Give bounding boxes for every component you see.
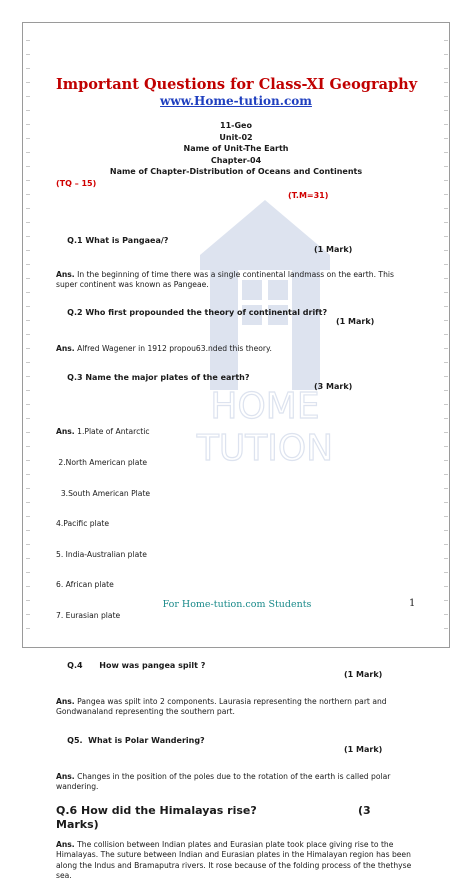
- plate-item: 1.Plate of Antarctic: [77, 427, 150, 437]
- question-6-marks-part1: (3: [358, 803, 371, 817]
- chapter-number: Chapter-04: [210, 155, 262, 165]
- question-1-text: Q.1 What is Pangaea/?: [67, 235, 169, 245]
- watermark-line2: TUTION: [196, 428, 334, 469]
- question-5-text: Q5. What is Polar Wandering?: [67, 735, 205, 745]
- total-questions: (TQ – 15): [56, 178, 97, 188]
- frame-ticks-right: [444, 40, 448, 630]
- question-3-text: Q.3 Name the major plates of the earth?: [67, 373, 250, 382]
- unit-number: Unit-02: [219, 132, 253, 142]
- frame-ticks-left: [26, 40, 30, 630]
- answer-3-label: Ans.: [56, 427, 75, 437]
- question-6-text: Q.6 How did the Himalayas rise?: [56, 803, 257, 817]
- question-6: [56, 804, 416, 832]
- question-6-marks-part2: Marks): [56, 817, 99, 831]
- answer-1-text: In the beginning of time there was a single continental landmass on the earth. This super continent was known as Pangeae.: [56, 269, 394, 289]
- answer-6-text: The collision between Indian plates and Eurasian plate took place giving rise to the Himalayas. The suture between Indian and Eurasian plates in the Himalayan region has been along the Indus and Bramaputra rivers. It rose because of the folding process of the thethyse sea.: [56, 839, 412, 881]
- answer-1: [56, 270, 416, 291]
- answer-1-label: Ans.: [56, 269, 75, 279]
- answer-6: [56, 840, 416, 882]
- answer-5-label: Ans.: [56, 771, 75, 781]
- class-code: 11-Geo: [220, 121, 252, 130]
- question-2-text: Q.2 Who first propounded the theory of continental drift?: [67, 307, 328, 317]
- website-link[interactable]: www.Home-tution.com: [160, 94, 312, 108]
- question-5: [56, 727, 416, 763]
- plate-item: 2.North American plate: [56, 458, 148, 468]
- answer-2-text: Alfred Wagener in 1912 propou63.nded this theory.: [74, 343, 272, 353]
- answer-2: [56, 344, 416, 355]
- watermark-line1: HOME: [210, 386, 320, 427]
- unit-name: Name of Unit-The Earth: [183, 144, 289, 153]
- plate-item: 3.South American Plate: [56, 488, 151, 498]
- answer-4-label: Ans.: [56, 696, 75, 706]
- plate-item: 6. African plate: [56, 580, 114, 590]
- document-header: [56, 120, 416, 178]
- answer-4: [56, 697, 416, 718]
- answer-4-text: Pangea was spilt into 2 components. Laurasia representing the northern part and Gondwanaland representing the southern part.: [56, 696, 387, 717]
- total-marks: (T.M=31): [288, 190, 329, 200]
- chapter-name: Name of Chapter-Distribution of Oceans and Continents: [109, 167, 363, 176]
- question-5-marks: (1 Mark): [344, 744, 383, 754]
- page-number: 1: [409, 598, 416, 609]
- question-3-marks: (3 Mark): [314, 382, 353, 391]
- question-1: [56, 227, 416, 263]
- document-body: [56, 76, 416, 882]
- answer-2-label: Ans.: [56, 343, 75, 353]
- question-4-text: Q.4 How was pangea spilt ?: [67, 660, 206, 670]
- answer-6-label: Ans.: [56, 839, 75, 849]
- question-3: [56, 364, 416, 400]
- plate-item: 4.Pacific plate: [56, 519, 110, 529]
- answer-5: [56, 772, 416, 793]
- plate-item: 5. India-Australian plate: [56, 549, 147, 559]
- question-1-marks: (1 Mark): [314, 244, 353, 254]
- footer-text: For Home-tution.com Students: [162, 599, 312, 610]
- page-title: Important Questions for Class-XI Geography: [56, 76, 418, 93]
- question-2-marks: (1 Mark): [336, 316, 375, 326]
- question-4-marks: (1 Mark): [344, 669, 383, 679]
- answer-5-text: Changes in the position of the poles due to the rotation of the earth is called polar wandering.: [56, 771, 391, 792]
- question-2: [56, 299, 416, 335]
- plate-item: 7. Eurasian plate: [56, 611, 121, 621]
